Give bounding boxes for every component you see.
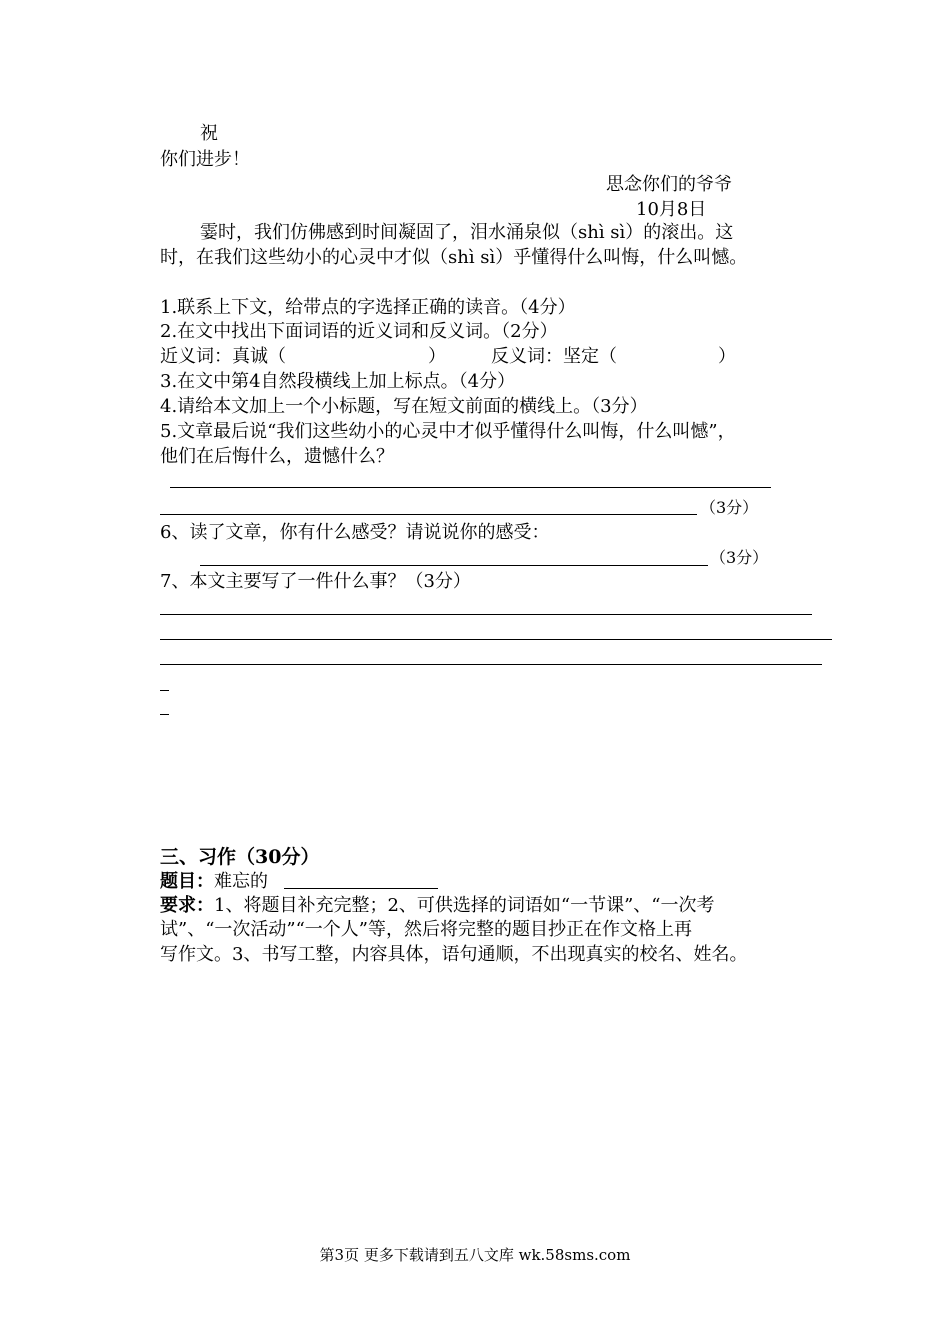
letter-signature: 思念你们的爷爷 — [606, 174, 732, 195]
antonym-label: 反义词：坚定（ — [491, 346, 617, 367]
answer-dash-2 — [160, 714, 169, 715]
question-4: 4.请给本文加上一个小标题，写在短文前面的横线上。（3分） — [160, 396, 648, 417]
question-5-score: （3分） — [700, 498, 759, 517]
letter-blessing: 祝 — [200, 123, 218, 144]
answer-line-7b[interactable] — [160, 639, 832, 640]
composition-requirements-line-1 — [160, 894, 715, 918]
answer-line-6[interactable] — [200, 565, 708, 566]
answer-line-5b[interactable] — [160, 514, 697, 515]
synonym-label: 近义词：真诚（ — [160, 346, 286, 367]
composition-title-text: 难忘的 — [214, 871, 268, 892]
composition-title-blank[interactable] — [284, 888, 438, 889]
composition-title-label: 题目： — [160, 871, 214, 892]
composition-requirements-line-3: 写作文。3、书写工整，内容具体，语句通顺，不出现真实的校名、姓名。 — [160, 944, 748, 965]
answer-line-7a[interactable] — [160, 614, 812, 615]
letter-date: 10月8日 — [636, 199, 707, 220]
question-5-line-1: 5.文章最后说“我们这些幼小的心灵中才似乎懂得什么叫悔，什么叫憾”， — [160, 421, 736, 442]
passage-line-2: 时，在我们这些幼小的心灵中才似（shì sì）乎懂得什么叫悔，什么叫憾。 — [160, 247, 748, 268]
antonym-close: ） — [718, 346, 736, 367]
page-footer: 第3页 更多下载请到五八文库 wk.58sms.com — [319, 1246, 631, 1264]
letter-wish: 你们进步！ — [160, 149, 250, 170]
question-6-score: （3分） — [710, 548, 769, 567]
question-5-line-2: 他们在后悔什么，遗憾什么？ — [160, 446, 394, 467]
composition-req-label: 要求： — [160, 895, 214, 916]
composition-req-text-1: 1、将题目补充完整；2、可供选择的词语如“一节课”、“一次考 — [214, 895, 715, 916]
answer-line-5a[interactable] — [170, 487, 771, 488]
synonym-close: ） — [428, 346, 446, 367]
passage-line-1: 霎时，我们仿佛感到时间凝固了，泪水涌泉似（shì sì）的滚出。这 — [200, 222, 734, 243]
answer-line-7c[interactable] — [160, 664, 822, 665]
question-3: 3.在文中第4自然段横线上加上标点。（4分） — [160, 371, 516, 392]
question-7: 7、本文主要写了一件什么事？（3分） — [160, 571, 471, 592]
composition-heading: 三、习作（30分） — [160, 846, 320, 868]
answer-dash-1 — [160, 690, 169, 691]
question-6: 6、读了文章，你有什么感受？请说说你的感受： — [160, 522, 550, 543]
question-1: 1.联系上下文，给带点的字选择正确的读音。（4分） — [160, 297, 576, 318]
question-2: 2.在文中找出下面词语的近义词和反义词。（2分） — [160, 321, 558, 342]
composition-requirements-line-2: 试”、“一次活动”“一个人”等，然后将完整的题目抄正在作文格上再 — [160, 919, 693, 940]
composition-title-row — [160, 870, 268, 894]
